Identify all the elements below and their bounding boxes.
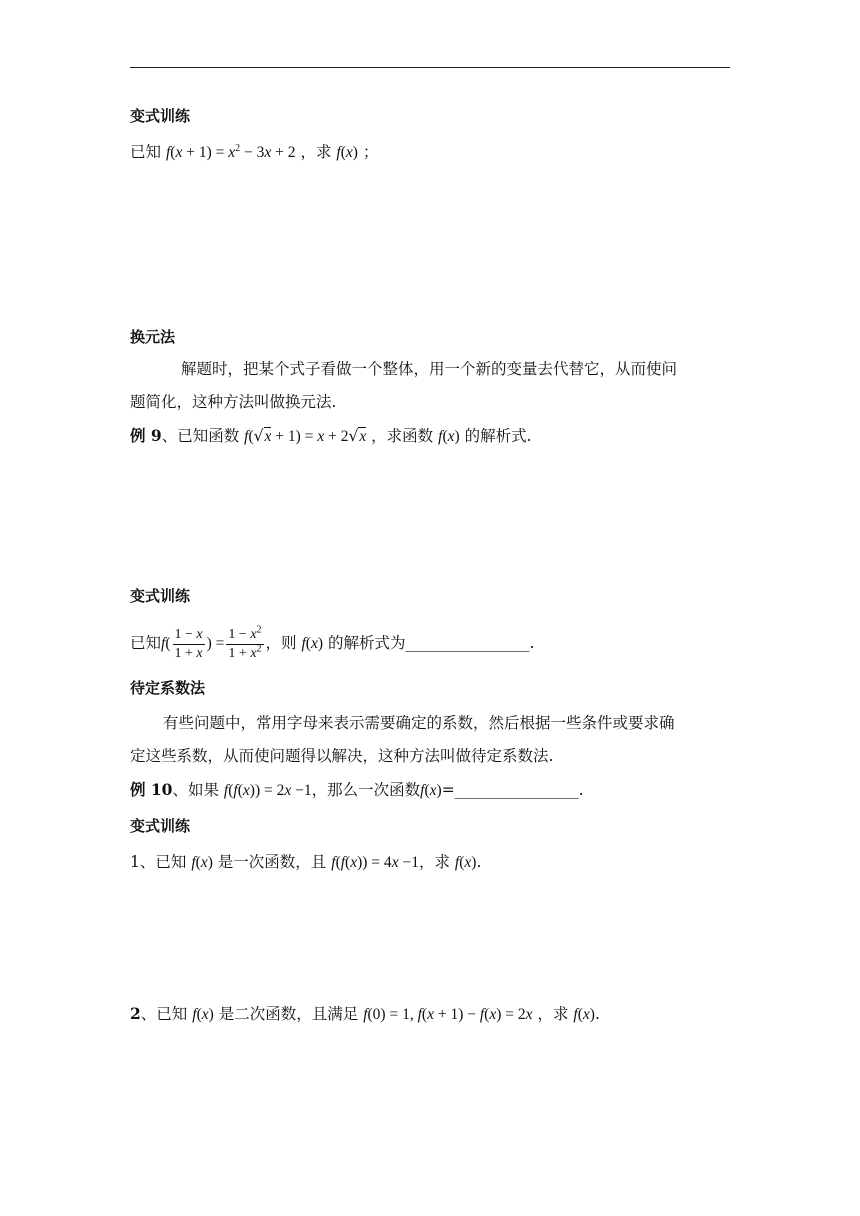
text: 已知 <box>130 143 162 161</box>
problem-1 <box>130 852 730 873</box>
text: ，求函数 <box>371 427 434 445</box>
text: ； <box>362 143 379 161</box>
section-title-variant-2: 变式训练 <box>130 587 191 605</box>
problem-2 <box>130 1004 730 1025</box>
formula: f(x) <box>336 144 358 161</box>
formula: f(x) <box>191 854 213 871</box>
section-title-undetermined-coefficients: 待定系数法 <box>130 679 206 697</box>
text: ，则 <box>265 634 297 652</box>
formula: $f(x + 1) = x^2 - 3x + 2$ <box>165 142 296 161</box>
text: 、已知 <box>140 1005 188 1023</box>
section-title-variant-1: 变式训练 <box>130 107 191 125</box>
example-label: 例 10 <box>130 780 173 799</box>
exercise-1-line <box>130 142 730 163</box>
formula: f(x) <box>301 635 324 652</box>
text: . <box>594 1005 600 1023</box>
text: ，求 <box>418 853 450 871</box>
desc-line-1: 解题时，把某个式子看做一个整体，用一个新的变量去代替它，从而使问 <box>181 360 678 378</box>
formula: f(√x + 1) = x + 2√x <box>244 427 367 445</box>
header-rule <box>130 67 730 68</box>
text: 的解析式为________________. <box>327 634 535 652</box>
desc-line-2: 题简化，这种方法叫做换元法. <box>130 393 337 411</box>
desc-line-1: 有些问题中，常用字母来表示需要确定的系数，然后根据一些条件或要求确 <box>163 714 675 732</box>
fraction: $\frac{1 - x}{1 + x}$ <box>174 626 203 661</box>
formula: f(f(x)) = 2x −1 <box>223 782 312 799</box>
section-title-variant-3: 变式训练 <box>130 817 191 835</box>
text: ，求 <box>537 1005 569 1023</box>
section-title-substitution: 换元法 <box>130 328 176 346</box>
example-label: 例 9 <box>130 426 162 445</box>
example-10 <box>130 780 730 801</box>
formula: f(f(x)) = 4x −1 <box>331 854 419 871</box>
formula: f(x) <box>454 854 477 871</box>
text: 已知 <box>130 634 162 652</box>
text: 是二次函数，且满足 <box>218 1005 359 1023</box>
formula: f(x) <box>438 428 460 445</box>
formula: f(x) <box>420 782 442 799</box>
text: 、如果 <box>172 781 219 799</box>
desc-line-2: 定这些系数，从而使问题得以解决，这种方法叫做待定系数法. <box>130 747 554 765</box>
text: ，求 <box>300 143 332 161</box>
text: 的解析式. <box>464 427 532 445</box>
text: 、已知函数 <box>161 427 240 445</box>
text: 1、已知 <box>130 853 187 871</box>
exercise-2-line <box>130 620 730 666</box>
formula: f(x) <box>192 1006 214 1023</box>
formula: f(x) <box>573 1006 595 1023</box>
formula: f(0) = 1, f(x + 1) − f(x) = 2x <box>363 1006 533 1023</box>
formula: f( $\frac{1 - x}{1 + x}$ ) = $\frac{1 - x^2}{1 + x^2}$ <box>161 624 262 661</box>
problem-label: 2 <box>130 1004 141 1023</box>
text: 是一次函数，且 <box>217 853 327 871</box>
text: . <box>476 853 482 871</box>
example-9 <box>130 426 730 447</box>
text: =________________. <box>441 781 584 799</box>
text: ，那么一次函数 <box>311 781 421 799</box>
fraction: $\frac{1 - x^2}{1 + x^2}$ <box>228 624 262 661</box>
